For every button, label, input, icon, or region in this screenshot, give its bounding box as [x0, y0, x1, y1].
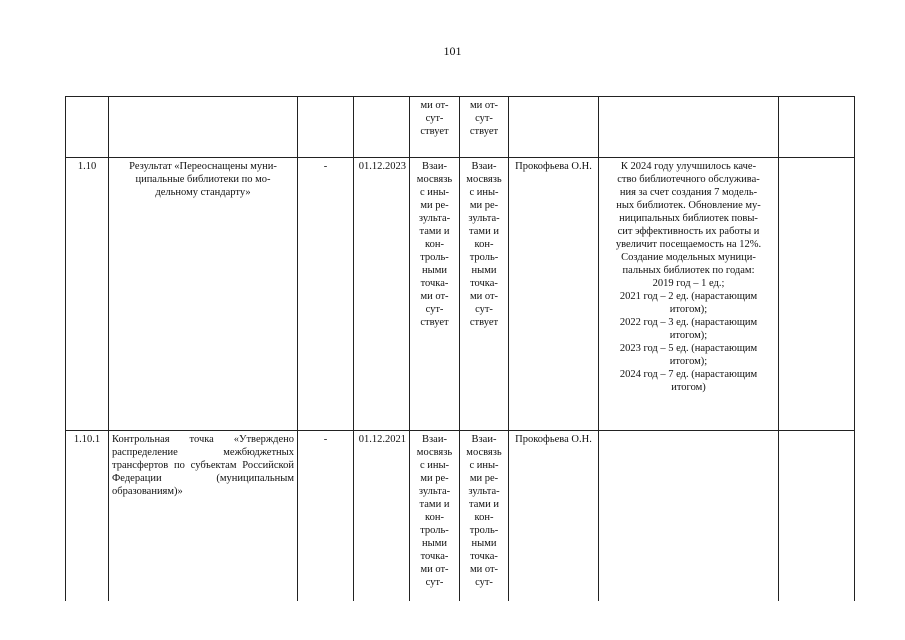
dash-cell: [298, 97, 354, 158]
description-cell: К 2024 году улучшилось каче- ство библиотечного обслужива- ния за счет создания 7 модель- ных библиотек. Обновление му- ниципальных библиотек повы- сит эффективность их работы и увеличит посещаемость на 12%. Создание модельных муници- пальных библиотек по годам: 2019 год – 1 ед.; 2021 год – 2 ед. (нарастающим итогом); 2022 год – 3 ед. (нарастающим итогом); 2023 год – 5 ед. (нарастающим итогом); 2024 год – 7 ед. (нарастающим итогом): [599, 158, 779, 431]
row-name-cell: Результат «Переоснащены муни- ципальные библиотеки по мо- дельному стандарту»: [109, 158, 298, 431]
date-cell: [354, 97, 410, 158]
extra-cell: [779, 158, 855, 431]
responsible-cell: [509, 97, 599, 158]
dash-cell: -: [298, 431, 354, 602]
extra-cell: [779, 97, 855, 158]
date-cell: 01.12.2021: [354, 431, 410, 602]
description-cell: [599, 97, 779, 158]
table-row: [66, 97, 855, 158]
predecessor-cell: Взаи- мосвязь с ины- ми ре- зульта- тами и кон- троль- ными точка- ми от- сут- ствует: [410, 158, 460, 431]
extra-cell: [779, 431, 855, 602]
row-name-cell: Контрольная точка «Утверждено распределение межбюджетных трансфертов по субъектам Российской Федерации (муниципальным образованиям)»: [109, 431, 298, 602]
dash-cell: -: [298, 158, 354, 431]
successor-cell: Взаи- мосвязь с ины- ми ре- зульта- тами и кон- троль- ными точка- ми от- сут-: [460, 431, 509, 602]
plan-table: [65, 96, 855, 601]
predecessor-cell: ми от- сут- ствует: [410, 97, 460, 158]
responsible-cell: Прокофьева О.Н.: [509, 158, 599, 431]
table-row: [66, 158, 855, 431]
successor-cell: ми от- сут- ствует: [460, 97, 509, 158]
responsible-cell: Прокофьева О.Н.: [509, 431, 599, 602]
row-number-cell: 1.10: [66, 158, 109, 431]
table-row: [66, 431, 855, 602]
page-number: 101: [443, 44, 462, 58]
row-name-cell: [109, 97, 298, 158]
date-cell: 01.12.2023: [354, 158, 410, 431]
description-cell: [599, 431, 779, 602]
row-number-cell: [66, 97, 109, 158]
row-number-cell: 1.10.1: [66, 431, 109, 602]
successor-cell: Взаи- мосвязь с ины- ми ре- зульта- тами и кон- троль- ными точка- ми от- сут- ствует: [460, 158, 509, 431]
predecessor-cell: Взаи- мосвязь с ины- ми ре- зульта- тами и кон- троль- ными точка- ми от- сут-: [410, 431, 460, 602]
